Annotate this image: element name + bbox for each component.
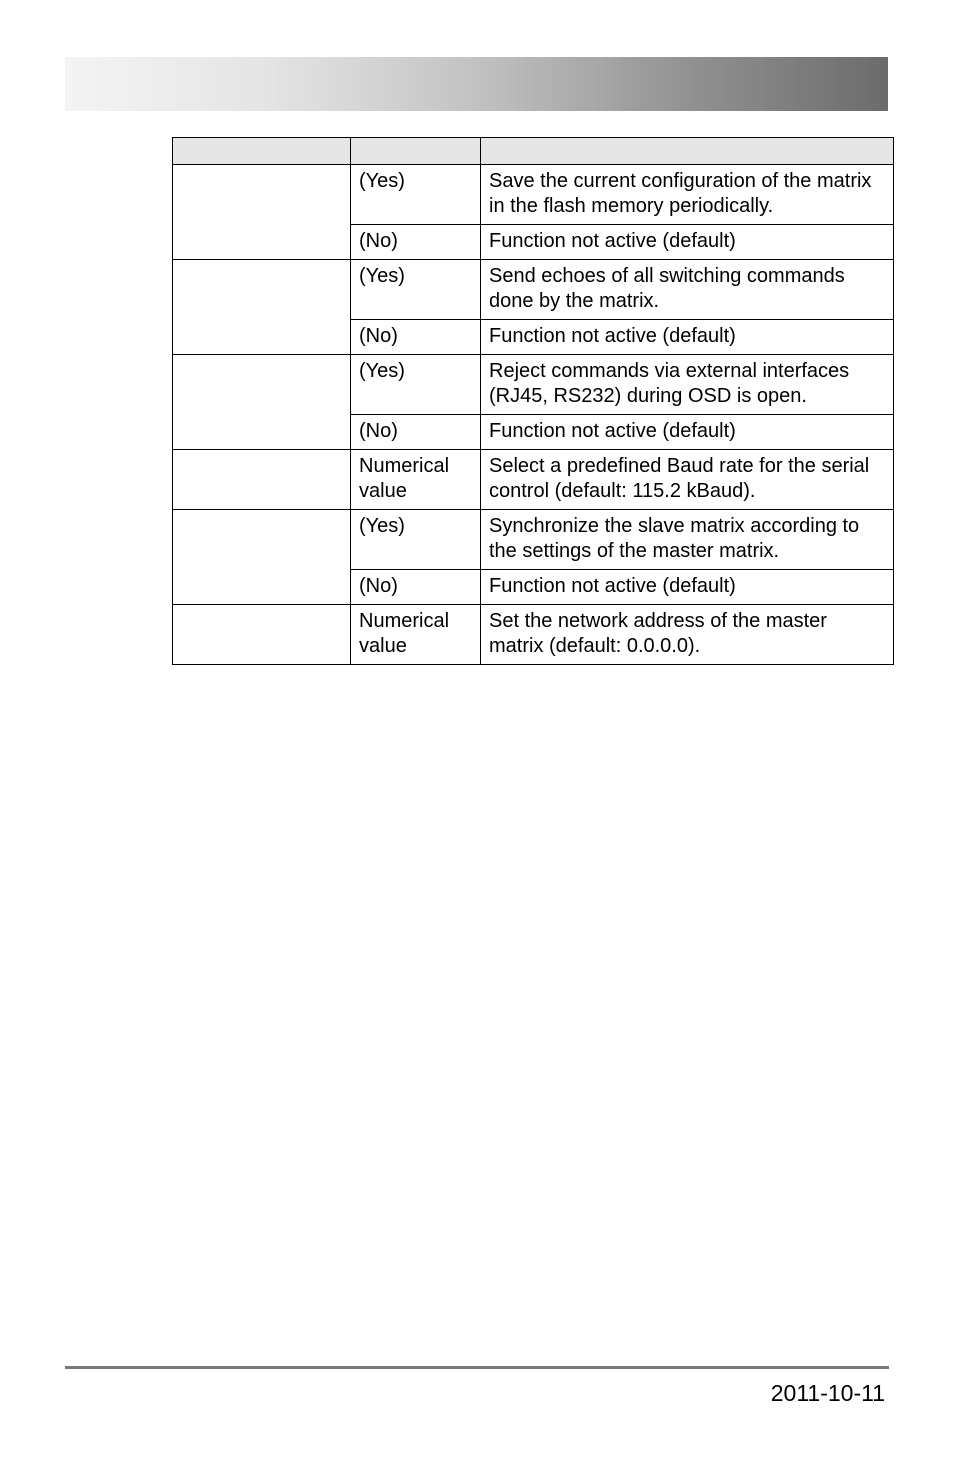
description-cell: Function not active (default) bbox=[481, 570, 894, 605]
table-row bbox=[173, 165, 894, 225]
value-cell: (Yes) bbox=[351, 355, 481, 415]
table-row bbox=[173, 450, 894, 510]
parameter-cell bbox=[173, 450, 351, 510]
table-row bbox=[173, 510, 894, 570]
value-cell: (No) bbox=[351, 570, 481, 605]
value-cell: (No) bbox=[351, 320, 481, 355]
column-header-parameter bbox=[173, 138, 351, 165]
parameter-cell bbox=[173, 260, 351, 355]
table-header-row bbox=[173, 138, 894, 165]
column-header-description bbox=[481, 138, 894, 165]
description-cell: Set the network address of the master matrix (default: 0.0.0.0). bbox=[481, 605, 894, 665]
table-row bbox=[173, 355, 894, 415]
footer-divider bbox=[65, 1366, 889, 1369]
column-header-value bbox=[351, 138, 481, 165]
table-row bbox=[173, 605, 894, 665]
value-cell: (No) bbox=[351, 415, 481, 450]
description-cell: Reject commands via external interfaces (RJ45, RS232) during OSD is open. bbox=[481, 355, 894, 415]
settings-table bbox=[172, 137, 894, 665]
parameter-cell bbox=[173, 605, 351, 665]
parameter-cell bbox=[173, 165, 351, 260]
description-cell: Function not active (default) bbox=[481, 320, 894, 355]
value-cell: (Yes) bbox=[351, 260, 481, 320]
description-cell: Function not active (default) bbox=[481, 415, 894, 450]
description-cell: Select a predefined Baud rate for the serial control (default: 115.2 kBaud). bbox=[481, 450, 894, 510]
footer-date: 2011-10-11 bbox=[770, 1380, 885, 1406]
description-cell: Function not active (default) bbox=[481, 225, 894, 260]
description-cell: Send echoes of all switching commands done by the matrix. bbox=[481, 260, 894, 320]
parameter-cell bbox=[173, 510, 351, 605]
header-bar bbox=[65, 57, 888, 111]
value-cell: (Yes) bbox=[351, 165, 481, 225]
table-row bbox=[173, 260, 894, 320]
description-cell: Save the current configuration of the matrix in the flash memory periodically. bbox=[481, 165, 894, 225]
description-cell: Synchronize the slave matrix according to the settings of the master matrix. bbox=[481, 510, 894, 570]
value-cell: (Yes) bbox=[351, 510, 481, 570]
value-cell: Numerical value bbox=[351, 450, 481, 510]
parameter-cell bbox=[173, 355, 351, 450]
value-cell: (No) bbox=[351, 225, 481, 260]
value-cell: Numerical value bbox=[351, 605, 481, 665]
